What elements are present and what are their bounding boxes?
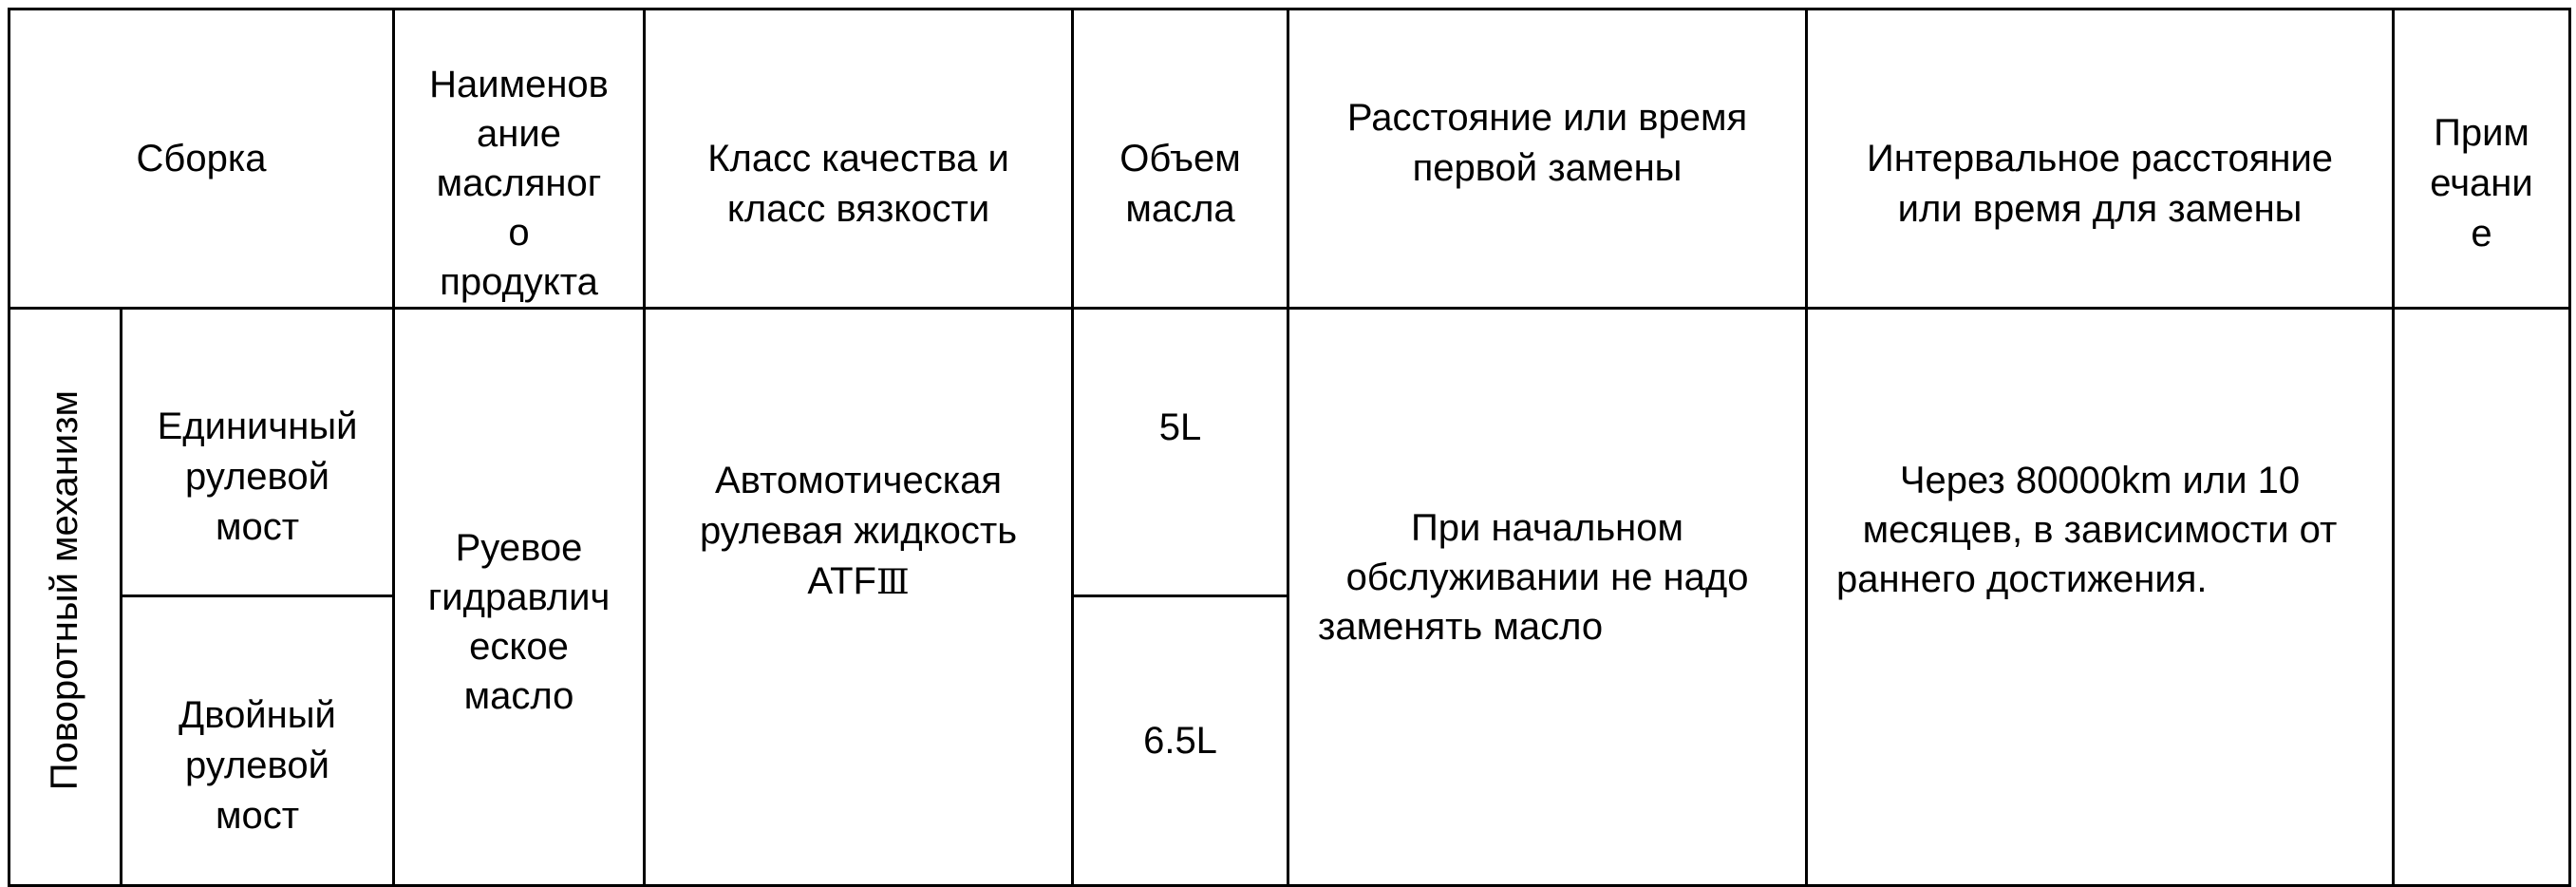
oil-specification-table: [8, 8, 2571, 887]
header-first-change-text: Расстояние или время первой замены: [1346, 97, 1748, 189]
interval-value: Через 80000km или 10 месяцев, в зависимости от раннего достижения.: [1836, 460, 2338, 600]
volume-cell: [1073, 309, 1288, 596]
quality-atf: ATF: [807, 560, 876, 602]
first-change-value: При начальном обслуживании не надо заменять масло: [1318, 507, 1749, 648]
header-interval: [1807, 9, 2394, 309]
first-change-cell: [1288, 309, 1807, 886]
header-oil-volume: [1073, 9, 1288, 309]
group-label: Поворотный механизм: [44, 389, 85, 791]
interval-cell: [1807, 309, 2394, 886]
header-quality-class: [645, 9, 1073, 309]
header-assembly-text: Сборка: [136, 137, 267, 179]
quality-line-2: рулевая жидкость: [699, 510, 1018, 552]
note-cell: [2394, 309, 2570, 886]
header-interval-text: Интервальное расстояние или время для замены: [1866, 137, 2334, 230]
header-note: [2394, 9, 2570, 309]
quality-line-1: Автомотическая: [714, 460, 1003, 501]
header-first-change: [1288, 9, 1807, 309]
oil-name-cell: [394, 309, 645, 886]
volume-value: 6.5L: [1143, 719, 1217, 762]
volume-value: 5L: [1158, 406, 1202, 448]
header-row: [9, 9, 2570, 309]
header-oil-name: [394, 9, 645, 309]
variant-cell: [122, 309, 394, 596]
quality-roman-numeral: Ⅲ: [875, 563, 910, 602]
header-note-text: Прим ечани е: [2430, 112, 2533, 255]
header-oil-name-text: Наименов ание масляног о продукта: [429, 64, 609, 303]
group-label-cell: [9, 309, 122, 886]
header-quality-class-text: Класс качества и класс вязкости: [707, 137, 1009, 230]
variant-label: Двойный рулевой мост: [179, 694, 336, 837]
quality-class-cell: [645, 309, 1073, 886]
volume-cell: [1073, 596, 1288, 886]
header-oil-volume-text: Объем масла: [1119, 137, 1241, 230]
header-assembly: [9, 9, 394, 309]
variant-label: Единичный рулевой мост: [157, 406, 358, 548]
oil-name-value: Руевое гидравлич eское масло: [427, 526, 611, 717]
variant-cell: [122, 596, 394, 886]
table-row: [9, 309, 2570, 596]
